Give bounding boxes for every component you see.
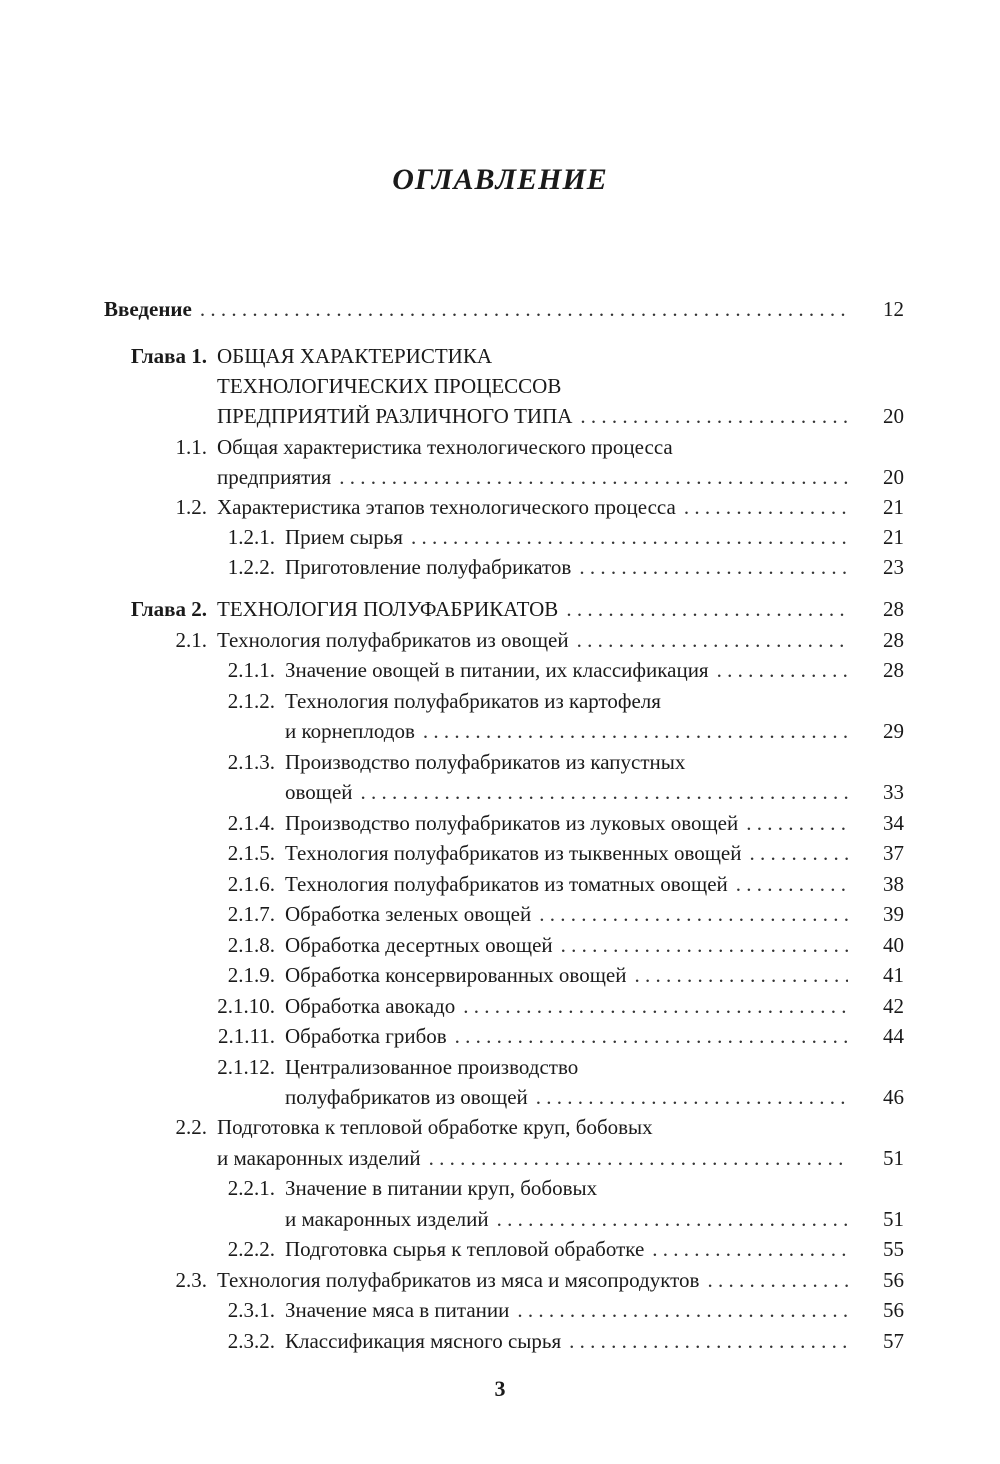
toc-subsection-title: Подготовка сырья к тепловой обработке <box>285 1237 645 1261</box>
dot-leader <box>579 555 848 580</box>
toc-page-number: 12 <box>883 297 904 321</box>
toc-chapter-1-line-3[interactable] <box>217 404 904 434</box>
toc-subsection-number: 2.2.1. <box>227 1176 275 1200</box>
toc-page-number: 20 <box>883 404 904 428</box>
toc-subsection-2-1-11[interactable] <box>205 1024 904 1054</box>
toc-entry-intro[interactable] <box>104 297 904 327</box>
page-number: 3 <box>494 1376 506 1401</box>
toc-page-number: 42 <box>883 994 904 1018</box>
toc-subsection-2-3-1[interactable] <box>205 1298 904 1328</box>
toc-section-title: Технология полуфабрикатов из мяса и мясопродуктов <box>217 1268 700 1292</box>
toc-subsection-2-1-3[interactable] <box>205 750 904 780</box>
toc-subsection-2-1-2-cont[interactable] <box>285 719 904 749</box>
toc-subsection-title: полуфабрикатов из овощей <box>285 1085 528 1109</box>
toc-page-number: 51 <box>883 1207 904 1231</box>
toc-subsection-number: 2.1.4. <box>227 811 275 835</box>
toc-subsection-2-1-5[interactable] <box>205 841 904 871</box>
toc-chapter-title: ТЕХНОЛОГИЧЕСКИХ ПРОЦЕССОВ <box>217 374 562 398</box>
toc-subsection-2-2-2[interactable] <box>205 1237 904 1267</box>
toc-subsection-title: Значение овощей в питании, их классификация <box>285 658 709 682</box>
dot-leader <box>539 902 848 927</box>
toc-page-number: 38 <box>883 872 904 896</box>
dot-leader <box>200 297 848 322</box>
toc-page-number: 29 <box>883 719 904 743</box>
toc-subsection-title: Обработка грибов <box>285 1024 447 1048</box>
toc-subsection-title: Обработка десертных овощей <box>285 933 553 957</box>
toc-subsection-number: 2.1.2. <box>227 689 275 713</box>
toc-page-number: 44 <box>883 1024 904 1048</box>
dot-leader <box>339 465 848 490</box>
toc-subsection-2-1-1[interactable] <box>205 658 904 688</box>
toc-subsection-2-1-3-cont[interactable] <box>285 780 904 810</box>
toc-subsection-title: Централизованное производство <box>285 1055 579 1079</box>
toc-section-1-1[interactable] <box>150 435 904 465</box>
toc-subsection-number: 2.1.7. <box>227 902 275 926</box>
toc-subsection-2-2-1-cont[interactable] <box>285 1207 904 1237</box>
toc-subsection-number: 1.2.2. <box>227 555 275 579</box>
toc-subsection-number: 2.1.10. <box>217 994 275 1018</box>
toc-section-number: 2.2. <box>175 1115 207 1139</box>
toc-subsection-title: Технология полуфабрикатов из тыквенных овощей <box>285 841 742 865</box>
toc-chapter-number: Глава 2. <box>130 597 207 621</box>
toc-subsection-title: Обработка консервированных овощей <box>285 963 627 987</box>
toc-chapter-1-line-2 <box>217 374 904 404</box>
toc-section-2-2-cont[interactable] <box>217 1146 904 1176</box>
toc-subsection-title: Производство полуфабрикатов из луковых овощей <box>285 811 739 835</box>
dot-leader <box>561 933 848 958</box>
toc-subsection-2-1-6[interactable] <box>205 872 904 902</box>
dot-leader <box>423 719 848 744</box>
toc-subsection-1-2-1[interactable] <box>205 525 904 555</box>
table-of-contents <box>0 297 1000 1377</box>
toc-section-title: Характеристика этапов технологического процесса <box>217 495 676 519</box>
toc-page-number: 56 <box>883 1298 904 1322</box>
toc-page-number: 33 <box>883 780 904 804</box>
dot-leader <box>566 597 848 622</box>
toc-page-number: 56 <box>883 1268 904 1292</box>
toc-subsection-2-1-2[interactable] <box>205 689 904 719</box>
toc-page-number: 21 <box>883 525 904 549</box>
toc-section-title: Подготовка к тепловой обработке круп, бобовых <box>217 1115 653 1139</box>
toc-section-1-1-cont[interactable] <box>217 465 904 495</box>
toc-subsection-title: и макаронных изделий <box>285 1207 489 1231</box>
dot-leader <box>517 1298 848 1323</box>
toc-subsection-number: 1.2.1. <box>227 525 275 549</box>
toc-chapter-title: ПРЕДПРИЯТИЙ РАЗЛИЧНОГО ТИПА <box>217 404 573 428</box>
toc-subsection-title: Технология полуфабрикатов из картофеля <box>285 689 661 713</box>
toc-section-2-2[interactable] <box>150 1115 904 1145</box>
toc-subsection-title: Классификация мясного сырья <box>285 1329 562 1353</box>
toc-subsection-title: Обработка авокадо <box>285 994 456 1018</box>
toc-subsection-number: 2.1.11. <box>218 1024 275 1048</box>
toc-section-number: 2.1. <box>175 628 207 652</box>
dot-leader <box>746 811 848 836</box>
toc-section-number: 1.1. <box>175 435 207 459</box>
toc-subsection-1-2-2[interactable] <box>205 555 904 585</box>
toc-subsection-2-1-12[interactable] <box>205 1055 904 1085</box>
toc-subsection-number: 2.1.5. <box>227 841 275 865</box>
toc-chapter-title: ОБЩАЯ ХАРАКТЕРИСТИКА <box>217 344 492 368</box>
toc-entry-label: Введение <box>104 297 192 321</box>
toc-page-number: 39 <box>883 902 904 926</box>
dot-leader <box>411 525 848 550</box>
toc-chapter-1-line-1[interactable] <box>104 344 904 374</box>
toc-section-2-1[interactable] <box>150 628 904 658</box>
toc-subsection-number: 2.1.3. <box>227 750 275 774</box>
dot-leader <box>750 841 849 866</box>
toc-subsection-2-1-12-cont[interactable] <box>285 1085 904 1115</box>
toc-page-number: 28 <box>883 658 904 682</box>
toc-subsection-2-1-9[interactable] <box>205 963 904 993</box>
dot-leader <box>569 1329 848 1354</box>
toc-page-number: 20 <box>883 465 904 489</box>
toc-page-number: 28 <box>883 597 904 621</box>
toc-subsection-number: 2.1.12. <box>217 1055 275 1079</box>
dot-leader <box>536 1085 848 1110</box>
dot-leader <box>707 1268 848 1293</box>
dot-leader <box>429 1146 848 1171</box>
toc-chapter-2[interactable] <box>104 597 904 627</box>
toc-subsection-2-1-8[interactable] <box>205 933 904 963</box>
toc-subsection-2-1-10[interactable] <box>205 994 904 1024</box>
toc-page-number: 46 <box>883 1085 904 1109</box>
toc-section-title: Общая характеристика технологического процесса <box>217 435 673 459</box>
toc-subsection-number: 2.3.1. <box>227 1298 275 1322</box>
toc-page-number: 57 <box>883 1329 904 1353</box>
dot-leader <box>577 628 848 653</box>
toc-section-2-3[interactable] <box>150 1268 904 1298</box>
dot-leader <box>497 1207 848 1232</box>
toc-subsection-number: 2.1.9. <box>227 963 275 987</box>
toc-chapter-number: Глава 1. <box>130 344 207 368</box>
toc-chapter-title: ТЕХНОЛОГИЯ ПОЛУФАБРИКАТОВ <box>217 597 559 621</box>
toc-subsection-title: Производство полуфабрикатов из капустных <box>285 750 686 774</box>
toc-page-number: 37 <box>883 841 904 865</box>
page-title: ОГЛАВЛЕНИЕ <box>392 163 608 196</box>
toc-subsection-2-1-7[interactable] <box>205 902 904 932</box>
toc-section-number: 2.3. <box>175 1268 207 1292</box>
dot-leader <box>455 1024 848 1049</box>
toc-section-title: Технология полуфабрикатов из овощей <box>217 628 569 652</box>
toc-subsection-2-3-2[interactable] <box>205 1329 904 1359</box>
toc-subsection-title: Приготовление полуфабрикатов <box>285 555 572 579</box>
toc-subsection-title: Значение в питании круп, бобовых <box>285 1176 598 1200</box>
dot-leader <box>684 495 848 520</box>
toc-section-title: и макаронных изделий <box>217 1146 421 1170</box>
toc-subsection-title: Обработка зеленых овощей <box>285 902 532 926</box>
toc-page-number: 28 <box>883 628 904 652</box>
toc-section-title: предприятия <box>217 465 332 489</box>
toc-page-number: 34 <box>883 811 904 835</box>
toc-subsection-title: Прием сырья <box>285 525 403 549</box>
toc-section-number: 1.2. <box>175 495 207 519</box>
dot-leader <box>361 780 848 805</box>
toc-page-number: 41 <box>883 963 904 987</box>
toc-subsection-number: 2.1.8. <box>227 933 275 957</box>
dot-leader <box>463 994 848 1019</box>
toc-page-number: 23 <box>883 555 904 579</box>
dot-leader <box>634 963 848 988</box>
dot-leader <box>736 872 848 897</box>
dot-leader <box>717 658 848 683</box>
toc-subsection-title: овощей <box>285 780 353 804</box>
toc-subsection-number: 2.2.2. <box>227 1237 275 1261</box>
toc-page-number: 55 <box>883 1237 904 1261</box>
toc-subsection-title: и корнеплодов <box>285 719 415 743</box>
dot-leader <box>652 1237 848 1262</box>
toc-subsection-title: Значение мяса в питании <box>285 1298 510 1322</box>
toc-page-number: 21 <box>883 495 904 519</box>
toc-page-number: 40 <box>883 933 904 957</box>
toc-subsection-2-1-4[interactable] <box>205 811 904 841</box>
toc-subsection-number: 2.3.2. <box>227 1329 275 1353</box>
toc-section-1-2[interactable] <box>150 495 904 525</box>
toc-subsection-number: 2.1.1. <box>227 658 275 682</box>
toc-subsection-2-2-1[interactable] <box>205 1176 904 1206</box>
toc-subsection-number: 2.1.6. <box>227 872 275 896</box>
toc-page-number: 51 <box>883 1146 904 1170</box>
dot-leader <box>580 404 848 429</box>
toc-subsection-title: Технология полуфабрикатов из томатных овощей <box>285 872 728 896</box>
